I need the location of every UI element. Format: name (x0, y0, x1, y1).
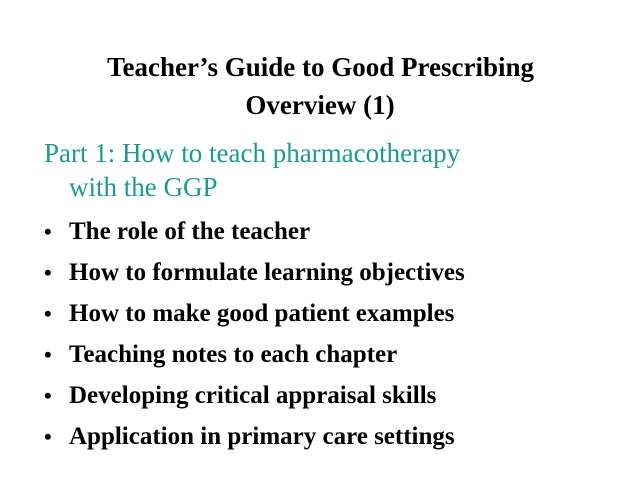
bullet-text: Application in primary care settings (69, 423, 455, 450)
bullet-item (44, 420, 634, 461)
bullet-text: How to formulate learning objectives (69, 259, 465, 286)
bullet-marker: • (44, 219, 52, 244)
bullet-marker: • (44, 342, 52, 367)
bullet-item (44, 379, 634, 420)
part-heading-line-1: Part 1: How to teach pharmacotherapy (44, 138, 461, 168)
slide-title-line-2: Overview (1) (245, 90, 395, 120)
bullet-item (44, 215, 634, 256)
bullet-marker: • (44, 424, 52, 449)
part-heading-line-2: with the GGP (69, 172, 218, 202)
bullet-list (44, 215, 634, 461)
bullet-marker: • (44, 383, 52, 408)
part-heading (44, 136, 624, 204)
bullet-item (44, 297, 634, 338)
bullet-marker: • (44, 260, 52, 285)
bullet-text: Teaching notes to each chapter (69, 341, 398, 368)
bullet-text: How to make good patient examples (69, 300, 455, 327)
bullet-text: The role of the teacher (69, 218, 311, 245)
slide-title-line-1: Teacher’s Guide to Good Prescribing (107, 52, 534, 82)
slide-title (0, 48, 640, 124)
bullet-marker: • (44, 301, 52, 326)
bullet-item (44, 338, 634, 379)
bullet-item (44, 256, 634, 297)
bullet-text: Developing critical appraisal skills (69, 382, 437, 409)
